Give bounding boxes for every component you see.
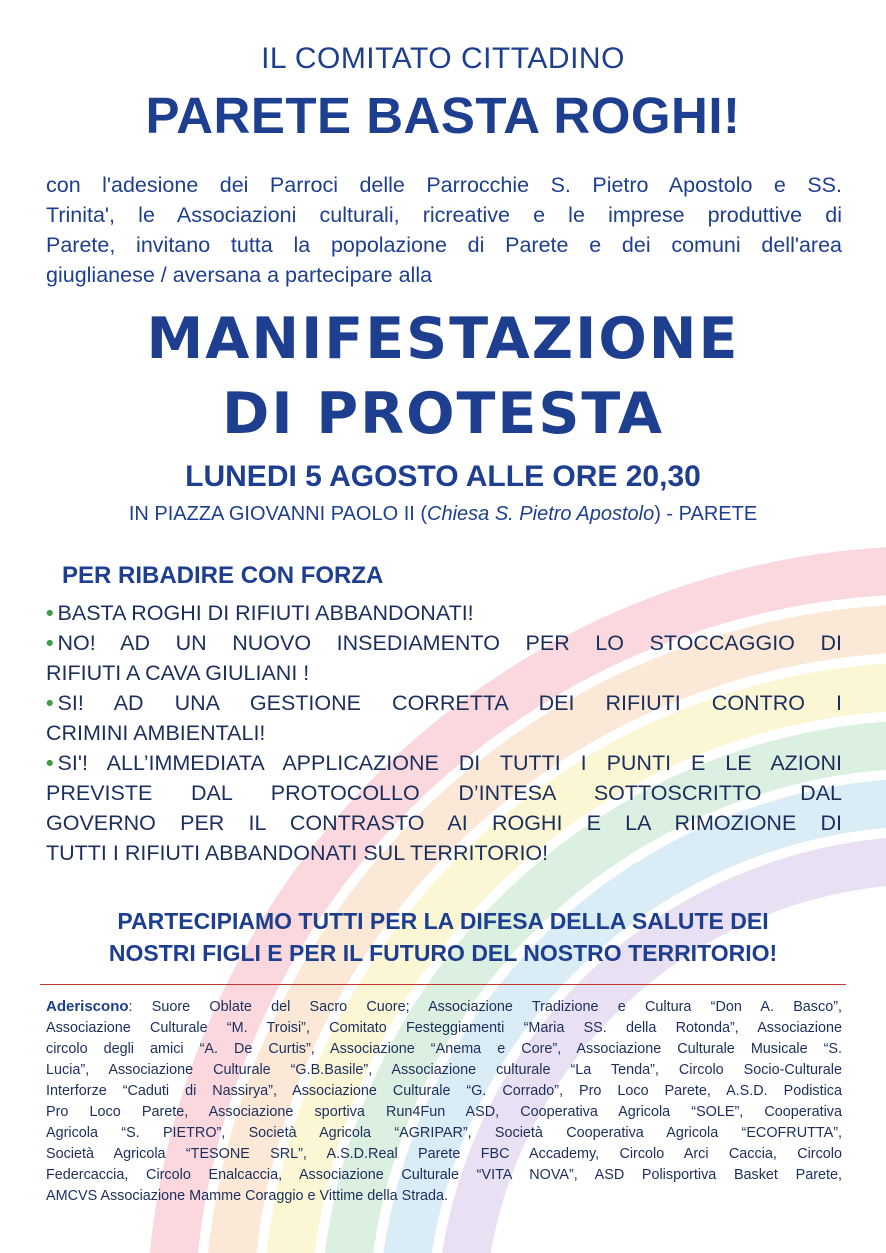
reason-item — [46, 688, 842, 748]
event-headline-line2: DI PROTESTA — [222, 381, 664, 447]
supporters-line — [46, 996, 842, 1018]
intro-paragraph — [46, 170, 842, 290]
event-date: LUNEDI 5 AGOSTO ALLE ORE 20,30 — [185, 460, 701, 493]
supporters-line: Interforze “Caduti di Nassirya”, Associazione Culturale “G. Corrado”, Pro Loco Parete, A.S.D. Podistica — [46, 1083, 842, 1099]
event-headline-line1: MANIFESTAZIONE — [146, 306, 740, 372]
bullet-icon: • — [46, 691, 54, 715]
reason-text: SI'! ALL’IMMEDIATA APPLICAZIONE DI TUTTI I PUNTI E LE AZIONI — [57, 751, 842, 775]
reason-line: TUTTI I RIFIUTI ABBANDONATI SUL TERRITORIO! — [46, 841, 549, 865]
closing-appeal — [0, 905, 886, 969]
place-church: Chiesa S. Pietro Apostolo — [427, 503, 655, 525]
supporters-line: Società Agricola “TESONE SRL”, A.S.D.Real Parete FBC Accademy, Circolo Arci Caccia, Circolo — [46, 1146, 842, 1162]
reason-line: CRIMINI AMBIENTALI! — [46, 721, 266, 745]
supporters-label: Aderiscono — [46, 998, 129, 1015]
supporters-line: AMCVS Associazione Mamme Coraggio e Vittime della Strada. — [46, 1188, 449, 1204]
reason-text: BASTA ROGHI DI RIFIUTI ABBANDONATI! — [57, 601, 474, 625]
supporters-text: : Suore Oblate del Sacro Cuore; Associazione Tradizione e Cultura “Don A. Basco”, — [128, 999, 842, 1015]
reason-line: PREVISTE DAL PROTOCOLLO D’INTESA SOTTOSCRITTO DAL — [46, 781, 842, 805]
supporters-paragraph — [46, 996, 842, 1207]
reason-line: RIFIUTI A CAVA GIULIANI ! — [46, 661, 310, 685]
reason-line — [46, 598, 842, 628]
committee-kicker: IL COMITATO CITTADINO — [261, 42, 625, 75]
appeal-line: NOSTRI FIGLI E PER IL FUTURO DEL NOSTRO TERRITORIO! — [108, 940, 778, 966]
supporters-line: Federcaccia, Circolo Enalcaccia, Associazione Culturale “VITA NOVA”, ASD Polisportiva Basket Parete, — [46, 1167, 842, 1183]
reason-item — [46, 628, 842, 688]
reason-line — [46, 628, 842, 658]
bullet-icon: • — [46, 751, 54, 775]
bullet-icon: • — [46, 631, 54, 655]
intro-line: con l'adesione dei Parroci delle Parrocchie S. Pietro Apostolo e SS. — [46, 173, 842, 197]
supporters-line: Agricola “S. PIETRO”, Società Agricola “AGRIPAR”, Società Cooperativa Agricola “ECOFRUTTA”, — [46, 1125, 842, 1141]
reason-line — [46, 748, 842, 778]
committee-title: PARETE BASTA ROGHI! — [145, 87, 741, 144]
supporters-line: Associazione Culturale “M. Troisi”, Comitato Festeggiamenti “Maria SS. della Rotonda”, Associazione — [46, 1020, 842, 1036]
reasons-list — [46, 598, 842, 868]
supporters-line: Pro Loco Parete, Associazione sportiva Run4Fun ASD, Cooperativa Agricola “SOLE”, Cooperativa — [46, 1104, 842, 1120]
reason-text: SI! AD UNA GESTIONE CORRETTA DEI RIFIUTI CONTRO I — [57, 691, 842, 715]
supporters-line: circolo degli amici “A. De Curtis”, Associazione “Anema e Core”, Associazione Culturale Musicale “S. — [46, 1041, 842, 1057]
intro-line: giuglianese / aversana a partecipare alla — [46, 263, 433, 287]
intro-line: Parete, invitano tutta la popolazione di Parete e dei comuni dell'area — [46, 233, 842, 257]
appeal-line: PARTECIPIAMO TUTTI PER LA DIFESA DELLA SALUTE DEI — [117, 908, 769, 934]
reason-line: GOVERNO PER IL CONTRASTO AI ROGHI E LA RIMOZIONE DI — [46, 811, 842, 835]
supporters-line: Lucia”, Associazione Culturale “G.B.Basile”, Associazione culturale “La Tenda”, Circolo Socio-Culturale — [46, 1062, 842, 1078]
reason-item — [46, 748, 842, 868]
event-place — [0, 503, 886, 526]
reason-item — [46, 598, 842, 628]
reasons-heading: PER RIBADIRE CON FORZA — [62, 562, 384, 589]
divider — [40, 984, 846, 985]
place-prefix: IN PIAZZA GIOVANNI PAOLO II ( — [128, 503, 428, 525]
reason-line — [46, 688, 842, 718]
bullet-icon: • — [46, 601, 54, 625]
place-suffix: ) - PARETE — [654, 503, 758, 525]
reason-text: NO! AD UN NUOVO INSEDIAMENTO PER LO STOCCAGGIO DI — [57, 631, 842, 655]
intro-line: Trinita', le Associazioni culturali, ricreative e le imprese produttive di — [46, 203, 842, 227]
